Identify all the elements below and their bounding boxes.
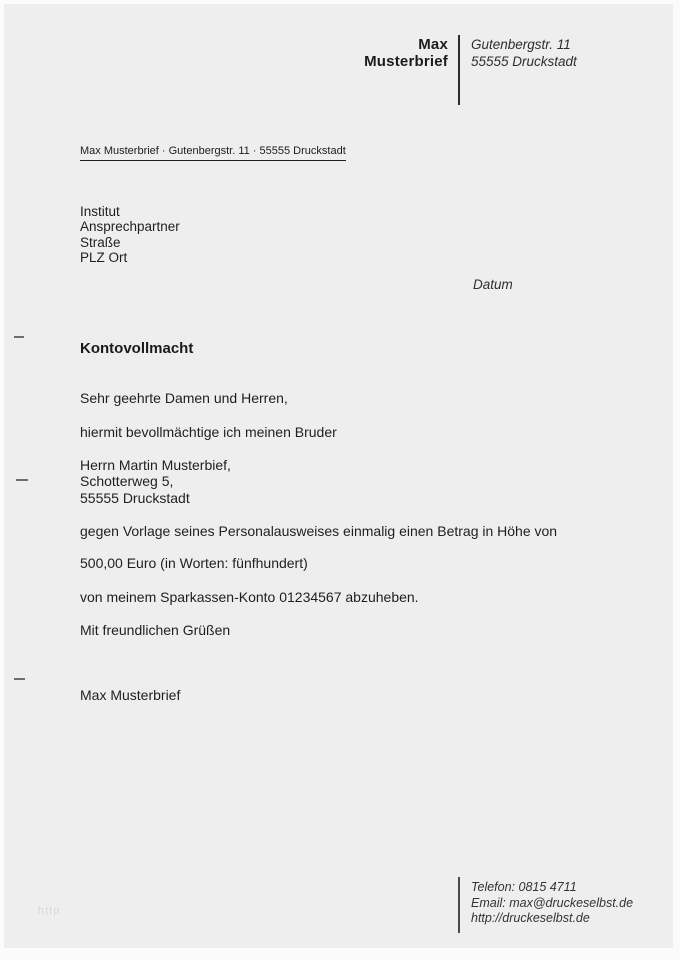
fold-mark-middle xyxy=(16,479,28,481)
recipient-institution: Institut xyxy=(80,204,120,219)
letter-page xyxy=(4,4,673,948)
body-intro: hiermit bevollmächtige ich meinen Bruder xyxy=(80,424,337,440)
letterhead-name-line1: Max xyxy=(418,36,448,53)
authorized-person-block xyxy=(80,457,231,506)
letterhead-name-line2: Musterbrief xyxy=(364,52,448,70)
recipient-street: Straße xyxy=(80,234,121,250)
authorized-person-street: Schotterweg 5, xyxy=(80,473,174,490)
footer-divider xyxy=(458,877,460,933)
body-account: von meinem Sparkassen-Konto 01234567 abzuheben. xyxy=(80,589,419,605)
body-amount-intro: gegen Vorlage seines Personalausweises einmalig einen Betrag in Höhe von xyxy=(80,523,558,539)
http-watermark: http xyxy=(38,905,61,917)
letterhead-sender-name xyxy=(364,37,448,70)
letterhead-address-line2: 55555 Druckstadt xyxy=(471,53,577,69)
footer-website: http://druckeselbst.de xyxy=(471,911,590,926)
footer-email: Email: max@druckeselbst.de xyxy=(471,895,634,910)
letterhead-address-line1: Gutenbergstr. 11 xyxy=(471,37,571,52)
authorized-person-city: 55555 Druckstadt xyxy=(80,489,190,506)
return-address-line: Max Musterbrief · Gutenbergstr. 11 · 55555 Druckstadt xyxy=(80,145,346,161)
body-amount: 500,00 Euro (in Worten: fünfhundert) xyxy=(80,555,308,571)
letterhead-divider xyxy=(458,35,460,105)
signature-name: Max Musterbrief xyxy=(80,687,181,703)
letterhead-sender-address xyxy=(471,37,577,70)
recipient-block xyxy=(80,204,180,266)
recipient-city: PLZ Ort xyxy=(80,250,128,266)
date-placeholder: Datum xyxy=(473,277,513,292)
subject-line: Kontovollmacht xyxy=(80,340,194,357)
closing-phrase: Mit freundlichen Grüßen xyxy=(80,622,231,638)
fold-mark-bottom xyxy=(14,678,25,680)
footer-telefon: Telefon: 0815 4711 xyxy=(471,880,577,894)
recipient-contact-person: Ansprechpartner xyxy=(80,219,180,235)
authorized-person-name: Herrn Martin Musterbief, xyxy=(80,457,231,473)
fold-mark-top xyxy=(14,336,24,338)
footer-contact-block xyxy=(471,880,633,927)
salutation: Sehr geehrte Damen und Herren, xyxy=(80,390,288,406)
